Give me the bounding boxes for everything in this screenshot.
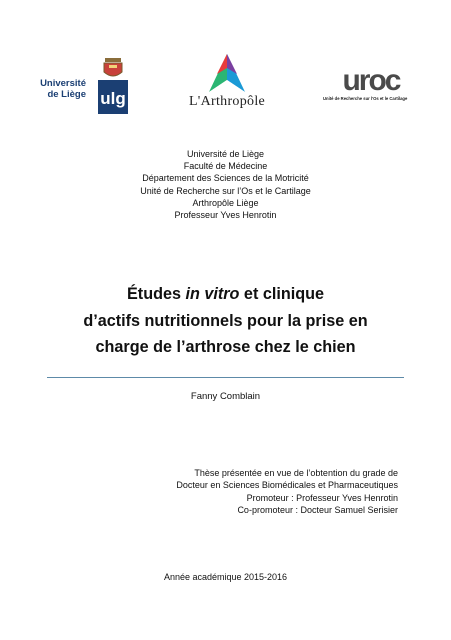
- thesis-info-line: Promoteur : Professeur Yves Henrotin: [246, 492, 398, 503]
- svg-text:uroc: uroc: [342, 64, 400, 94]
- title-line-3: charge de l’arthrose chez le chien: [95, 338, 356, 356]
- title-line-1: Études in vitro et clinique: [127, 285, 324, 303]
- institution-line: Arthropôle Liège: [192, 197, 259, 208]
- academic-year: Année académique 2015-2016: [163, 572, 288, 582]
- thesis-info-block: [120, 467, 398, 517]
- arthropole-triangle-icon: [205, 52, 249, 94]
- institution-line: Professeur Yves Henrotin: [174, 210, 277, 221]
- thesis-title: [30, 281, 421, 361]
- institution-block: [60, 148, 391, 221]
- svg-text:ulg: ulg: [100, 89, 126, 108]
- uliege-logo-text: Université de Liège: [40, 78, 86, 100]
- uroc-logo-subtitle: Unité de Recherche sur l'Os et le Cartilage: [323, 96, 408, 101]
- institution-line: Faculté de Médecine: [183, 161, 268, 172]
- uroc-lettermark-icon: [323, 64, 419, 94]
- uliege-logo: [28, 52, 138, 116]
- title-divider: [47, 377, 404, 378]
- institution-line: Unité de Recherche sur l’Os et le Cartilage: [140, 185, 311, 196]
- title-line-2: d’actifs nutritionnels pour la prise en: [83, 311, 368, 330]
- uliege-crest-icon: [90, 56, 134, 116]
- thesis-info-line: Thèse présentée en vue de l’obtention du grade de: [194, 468, 398, 478]
- thesis-info-line: Co-promoteur : Docteur Samuel Serisier: [237, 505, 398, 516]
- thesis-info-line: Docteur en Sciences Biomédicales et Pharmaceutiques: [176, 480, 398, 491]
- institution-line: Université de Liège: [186, 149, 265, 159]
- arthropole-logo: [172, 52, 282, 114]
- author-name: Fanny Comblain: [190, 391, 261, 402]
- uroc-logo: [323, 64, 419, 108]
- arthropole-logo-text: L'Arthropôle: [188, 94, 266, 109]
- institution-line: Département des Sciences de la Motricité: [142, 173, 309, 184]
